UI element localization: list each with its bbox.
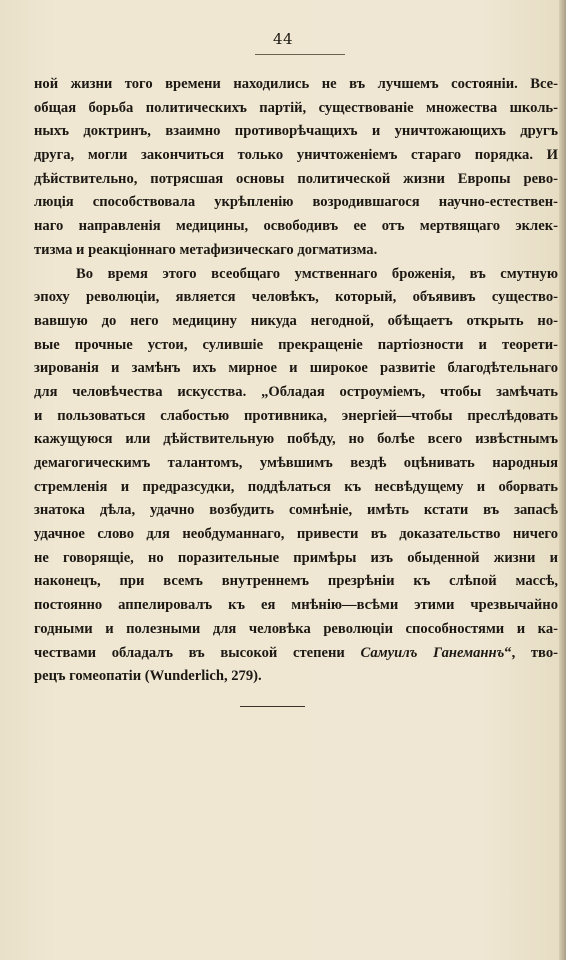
page-edge-shadow — [559, 0, 566, 960]
text-segment: чествами обладалъ въ высокой степени — [34, 644, 345, 661]
text-line: зированія и замѣнъ ихъ мирное и широкое развитіе благодѣтельнаго — [34, 360, 558, 377]
text-line: друга, могли закончиться только уничтоженіемъ стараго порядка. И — [34, 147, 558, 164]
text-line: Во время этого всеобщаго умственнаго броженія, въ смутную — [76, 265, 558, 282]
text-line: постоянно аппелировалъ къ ея мнѣнію—всѣми этими чрезвычайно — [34, 597, 558, 614]
text-line: общая борьба политическихъ партій, существованіе множества школь- — [34, 99, 558, 116]
text-line: тизма и реакціоннаго метафизическаго догматизма. — [34, 241, 378, 258]
text-segment: “, тво- — [504, 644, 558, 661]
header-rule — [255, 54, 345, 55]
body-text — [34, 73, 558, 689]
text-line: вые прочные устои, сулившіе прекращеніе партіозности и теорети- — [34, 336, 558, 353]
text-line: знатока дѣла, удачно возбудить сомнѣніе, имѣть кстати въ запасѣ — [34, 502, 558, 519]
text-line: годными и полезными для человѣка революціи способностями и ка- — [34, 620, 558, 637]
text-line: эпоху революціи, является человѣкъ, который, объявивъ существо- — [34, 289, 558, 306]
text-line: кажущуюся или дѣйствительную побѣду, но болѣе всего извѣстнымъ — [34, 431, 558, 448]
text-line-with-author — [34, 642, 558, 666]
text-line: не говорящіе, но поразительные примѣры изъ обыденной жизни и — [34, 549, 558, 566]
text-line: и пользоваться слабостью противника, энергіей—чтобы преслѣдовать — [34, 407, 558, 424]
text-line: рецъ гомеопатіи (Wunderlich, 279). — [34, 668, 262, 685]
text-line: демагогическимъ талантомъ, умѣвшимъ вездѣ оцѣнивать народныя — [34, 455, 558, 471]
text-line: дѣйствительно, потрясшая основы политической жизни Европы рево- — [34, 170, 558, 187]
text-line: удачное слово для необдуманнаго, привести въ доказательство ничего — [34, 526, 558, 543]
text-line: наконецъ, при всемъ внутреннемъ презрѣніи къ слѣпой массѣ, — [34, 573, 558, 590]
text-line: ныхъ доктринъ, взаимно противорѣчащихъ и уничтожающихъ другъ — [34, 123, 558, 140]
text-line: ной жизни того времени находились не въ лучшемъ состояніи. Все- — [34, 76, 558, 92]
text-line: для человѣчества искусства. „Обладая остроуміемъ, чтобы замѣчать — [34, 383, 558, 400]
text-line: наго направленія медицины, освободивъ ее отъ мертвящаго эклек- — [34, 218, 558, 235]
author-name: Самуилъ Ганеманнъ — [360, 644, 505, 661]
text-line: люція способствовала укрѣпленію возродившагося научно-естествен- — [34, 194, 558, 211]
section-end-rule — [240, 706, 305, 707]
page-number: 44 — [272, 30, 294, 48]
text-line: стремленія и предразсудки, поддѣлаться къ несвѣдущему и оборвать — [34, 478, 558, 495]
text-line: вавшую до него медицину никуда негодной, обѣщаетъ открыть но- — [34, 312, 558, 329]
